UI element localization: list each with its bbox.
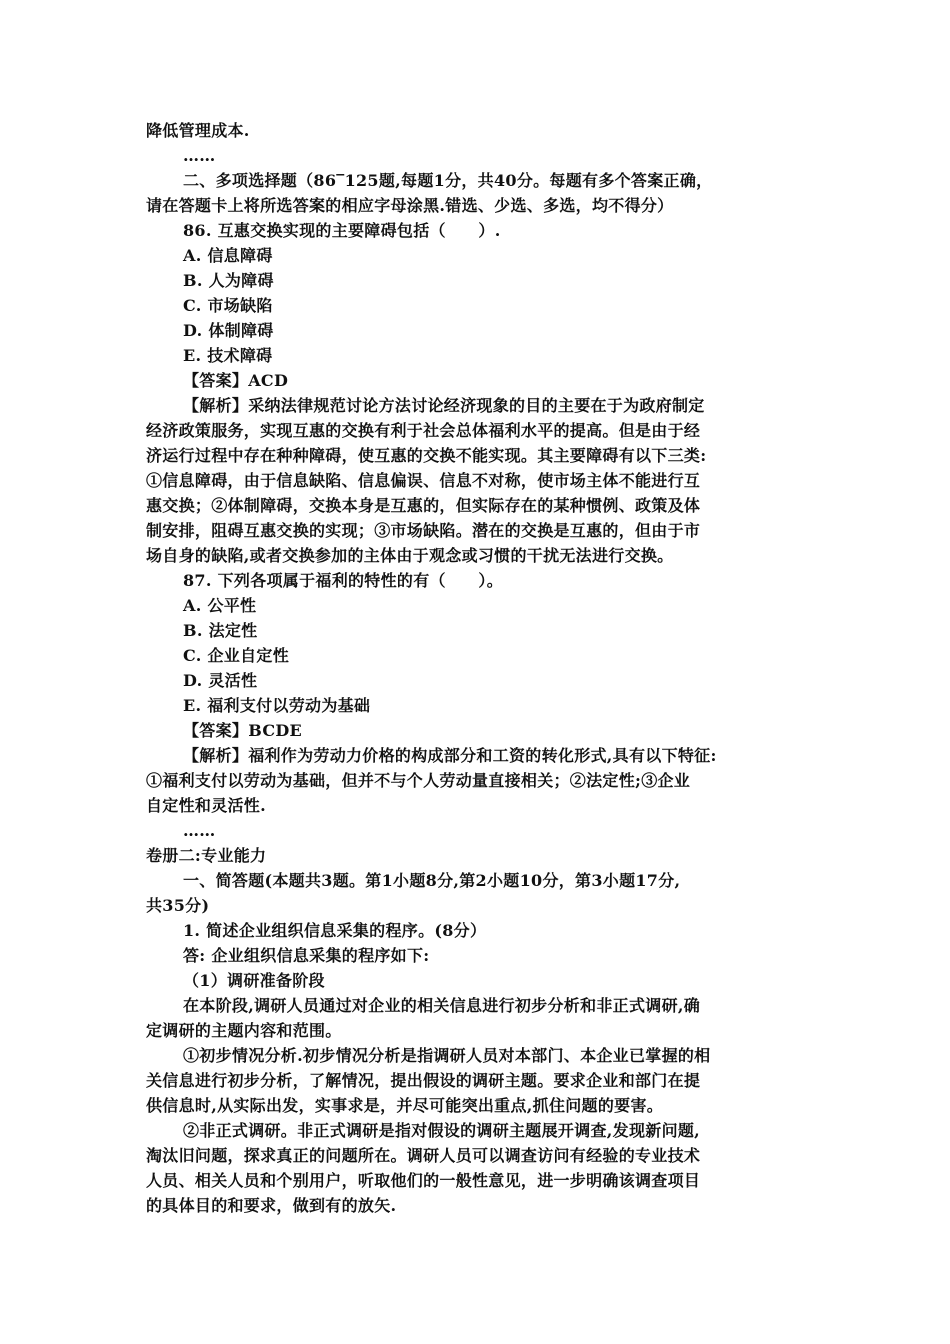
option-c: C. 市场缺陷 <box>183 296 273 315</box>
paragraph-line: ②非正式调研。非正式调研是指对假设的调研主题展开调查,发现新问题, <box>183 1121 701 1140</box>
option-a: A. 公平性 <box>183 596 257 615</box>
text-line: 场自身的缺陷,或者交换参加的主体由于观念或习惯的干扰无法进行交换。 <box>146 546 674 565</box>
option-d: D. 灵活性 <box>183 671 258 690</box>
text-line: 淘汰旧问题，探求真正的问题所在。调研人员可以调查访问有经验的专业技术 <box>146 1146 701 1165</box>
question-87: 87. 下列各项属于福利的特性的有（ ）。 <box>183 571 504 590</box>
text-line: 自定性和灵活性. <box>146 796 266 815</box>
text-line: 关信息进行初步分析，了解情况，提出假设的调研主题。要求企业和部门在提 <box>146 1071 701 1090</box>
volume-heading: 卷册二:专业能力 <box>146 846 267 865</box>
text-line: 供信息时,从实际出发，实事求是，并尽可能突出重点,抓住问题的要害。 <box>146 1096 664 1115</box>
option-b: B. 人为障碍 <box>183 271 274 290</box>
text-line: 济运行过程中存在种种障碍，使互惠的交换不能实现。其主要障碍有以下三类: <box>146 446 707 465</box>
section-instructions: 请在答题卡上将所选答案的相应字母涂黑.错选、少选、多选，均不得分） <box>146 196 674 215</box>
option-b: B. 法定性 <box>183 621 258 640</box>
ellipsis-line: …… <box>183 146 216 165</box>
option-e: E. 福利支付以劳动为基础 <box>183 696 371 715</box>
section-heading-short-answer: 一、简答题(本题共3题。第1小题8分,第2小题10分，第3小题17分, <box>183 871 681 890</box>
text-line: 制安排，阻碍互惠交换的实现；③市场缺陷。潜在的交换是互惠的，但由于市 <box>146 521 701 540</box>
text-line: ①福利支付以劳动为基础，但并不与个人劳动量直接相关；②法定性;③企业 <box>146 771 691 790</box>
text-line: 人员、相关人员和个别用户，听取他们的一般性意见，进一步明确该调查项目 <box>146 1171 701 1190</box>
answer-86: 【答案】ACD <box>183 371 289 390</box>
analysis-87: 【解析】福利作为劳动力价格的构成部分和工资的转化形式,具有以下特征: <box>183 746 717 765</box>
answer-87: 【答案】BCDE <box>183 721 303 740</box>
text-line: 定调研的主题内容和范围。 <box>146 1021 342 1040</box>
section-heading-multiple-choice: 二、多项选择题（86‾125题,每题1分，共40分。每题有多个答案正确， <box>183 171 713 190</box>
text-line: 共35分) <box>146 896 210 915</box>
ellipsis-line: …… <box>183 821 216 840</box>
subheading-stage-1: （1）调研准备阶段 <box>183 971 325 990</box>
question-86: 86. 互惠交换实现的主要障碍包括（ ）. <box>183 221 501 240</box>
answer-intro: 答: 企业组织信息采集的程序如下: <box>183 946 430 965</box>
analysis-86: 【解析】采纳法律规范讨论方法讨论经济现象的目的主要在于为政府制定 <box>183 396 705 415</box>
text-line: 惠交换；②体制障碍，交换本身是互惠的，但实际存在的某种惯例、政策及体 <box>146 496 701 515</box>
option-d: D. 体制障碍 <box>183 321 274 340</box>
option-a: A. 信息障碍 <box>183 246 273 265</box>
text-line: 经济政策服务，实现互惠的交换有利于社会总体福利水平的提高。但是由于经 <box>146 421 701 440</box>
option-e: E. 技术障碍 <box>183 346 273 365</box>
question-1: 1. 简述企业组织信息采集的程序。(8分） <box>183 921 487 940</box>
text-line: 降低管理成本. <box>146 121 250 140</box>
paragraph-line: 在本阶段,调研人员通过对企业的相关信息进行初步分析和非正式调研,确 <box>183 996 701 1015</box>
paragraph-line: ①初步情况分析.初步情况分析是指调研人员对本部门、本企业已掌握的相 <box>183 1046 711 1065</box>
text-line: ①信息障碍，由于信息缺陷、信息偏误、信息不对称，使市场主体不能进行互 <box>146 471 701 490</box>
text-line: 的具体目的和要求，做到有的放矢. <box>146 1196 397 1215</box>
document-page <box>146 118 816 1218</box>
option-c: C. 企业自定性 <box>183 646 289 665</box>
